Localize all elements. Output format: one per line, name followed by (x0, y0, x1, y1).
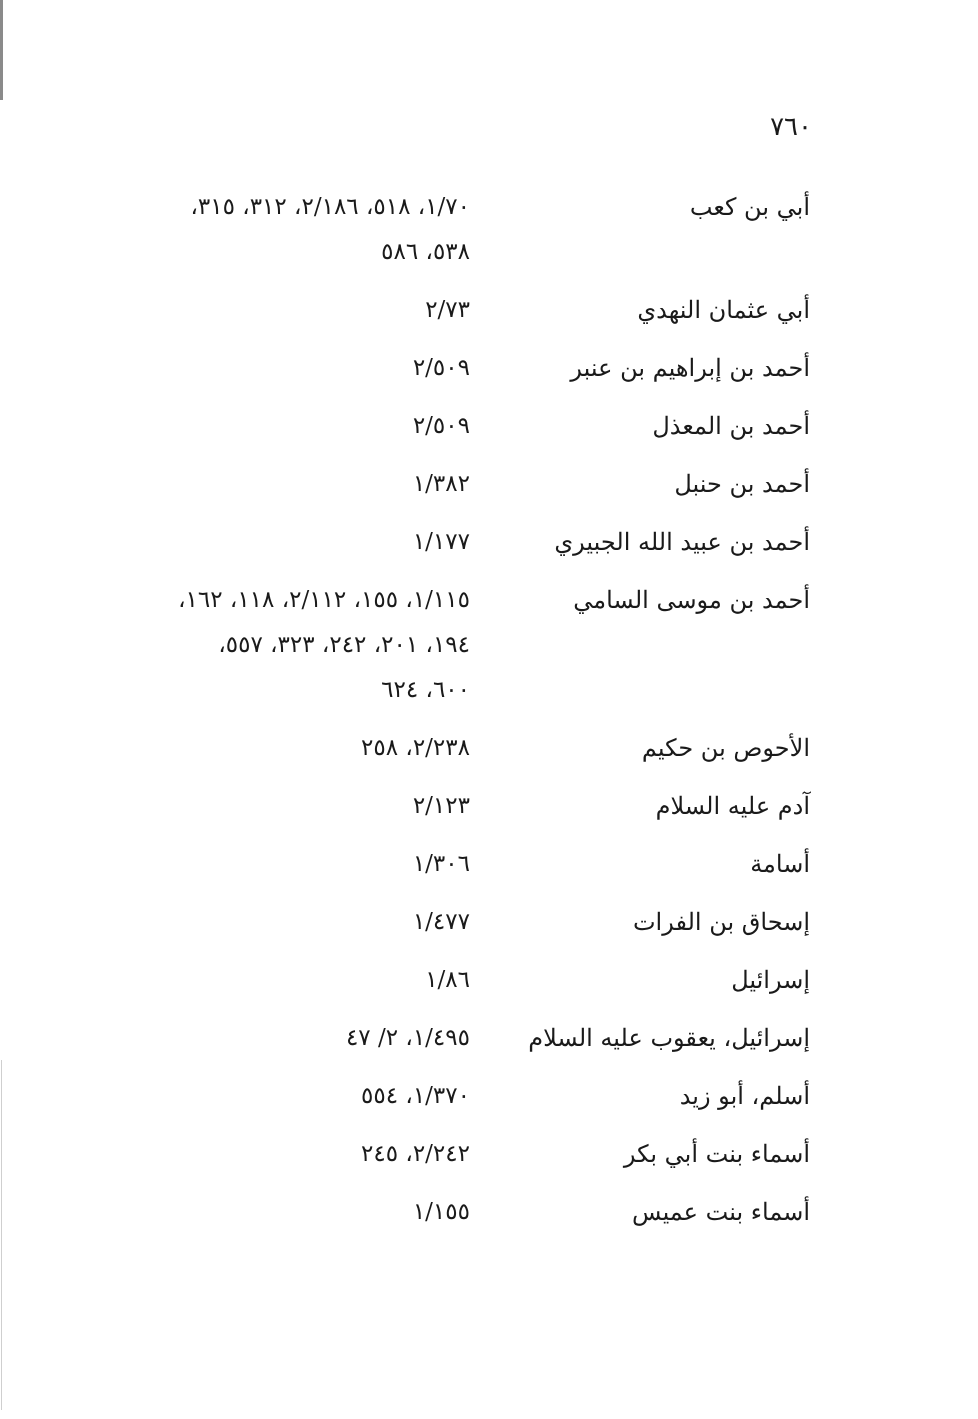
entry-references: ٢/١٢٣ (412, 793, 470, 819)
index-entry (60, 726, 810, 771)
index-entry (60, 1016, 810, 1061)
entry-references: ١/١١٥، ١٥٥، ٢/١١٢، ١١٨، ١٦٢، ١٩٤، ٢٠١، ٢٤٢، ٣٢٣، ٥٥٧، ٦٠٠، ٦٢٤ (178, 587, 470, 703)
entry-references: ١/١٥٥ (412, 1199, 470, 1225)
entry-name: أسماء بنت أبي بكر (623, 1140, 810, 1168)
entry-references: ١/٣٠٦ (412, 851, 470, 877)
entry-name: أحمد بن حنبل (674, 470, 810, 498)
index-entry (60, 578, 810, 713)
entry-references: ١/٨٦ (425, 967, 470, 993)
entry-references: ٢/٧٣ (425, 297, 470, 323)
entry-name: أسماء بنت عميس (631, 1198, 810, 1226)
entry-name: أحمد بن عبيد الله الجبيري (554, 528, 810, 556)
index-list (60, 185, 810, 1248)
entry-name: أحمد بن موسى السامي (573, 586, 810, 614)
index-entry (60, 784, 810, 829)
scan-edge-mark (0, 0, 3, 100)
entry-references: ٢/٥٠٩ (412, 413, 470, 439)
entry-references: ١/٤٩٥، ٢/ ٤٧ (345, 1025, 470, 1051)
scan-edge-line (1, 1060, 2, 1410)
page-number: ٧٦٠ (770, 112, 812, 142)
entry-name: أبي بن كعب (689, 193, 810, 221)
entry-references: ١/٧٠، ٥١٨، ٢/١٨٦، ٣١٢، ٣١٥، ٥٣٨، ٥٨٦ (190, 194, 470, 265)
index-entry (60, 958, 810, 1003)
entry-name: أحمد بن المعذل (652, 412, 810, 440)
entry-name: أحمد بن إبراهيم بن عنبر (570, 354, 810, 382)
entry-name: إسرائيل، يعقوب عليه السلام (528, 1024, 810, 1052)
index-entry (60, 900, 810, 945)
entry-references: ١/٣٨٢ (412, 471, 470, 497)
entry-name: أسلم، أبو زيد (679, 1082, 810, 1110)
index-entry (60, 842, 810, 887)
index-entry (60, 185, 810, 275)
entry-references: ٢/٢٤٢، ٢٤٥ (361, 1141, 470, 1167)
index-entry (60, 520, 810, 565)
entry-name: أسامة (750, 850, 810, 878)
entry-name: أبي عثمان النهدي (637, 296, 810, 324)
entry-references: ٢/٥٠٩ (412, 355, 470, 381)
index-entry (60, 1074, 810, 1119)
entry-name: الأحوص بن حكيم (641, 734, 810, 762)
entry-references: ١/١٧٧ (412, 529, 470, 555)
entry-references: ١/٤٧٧ (412, 909, 470, 935)
entry-name: إسحاق بن الفرات (632, 908, 810, 936)
entry-references: ٢/٢٣٨، ٢٥٨ (361, 735, 470, 761)
index-entry (60, 1132, 810, 1177)
entry-name: آدم عليه السلام (655, 792, 810, 820)
index-entry (60, 346, 810, 391)
entry-references: ١/٣٧٠، ٥٥٤ (361, 1083, 470, 1109)
index-entry (60, 462, 810, 507)
index-entry (60, 288, 810, 333)
index-entry (60, 1190, 810, 1235)
index-entry (60, 404, 810, 449)
entry-name: إسرائيل (731, 966, 810, 994)
